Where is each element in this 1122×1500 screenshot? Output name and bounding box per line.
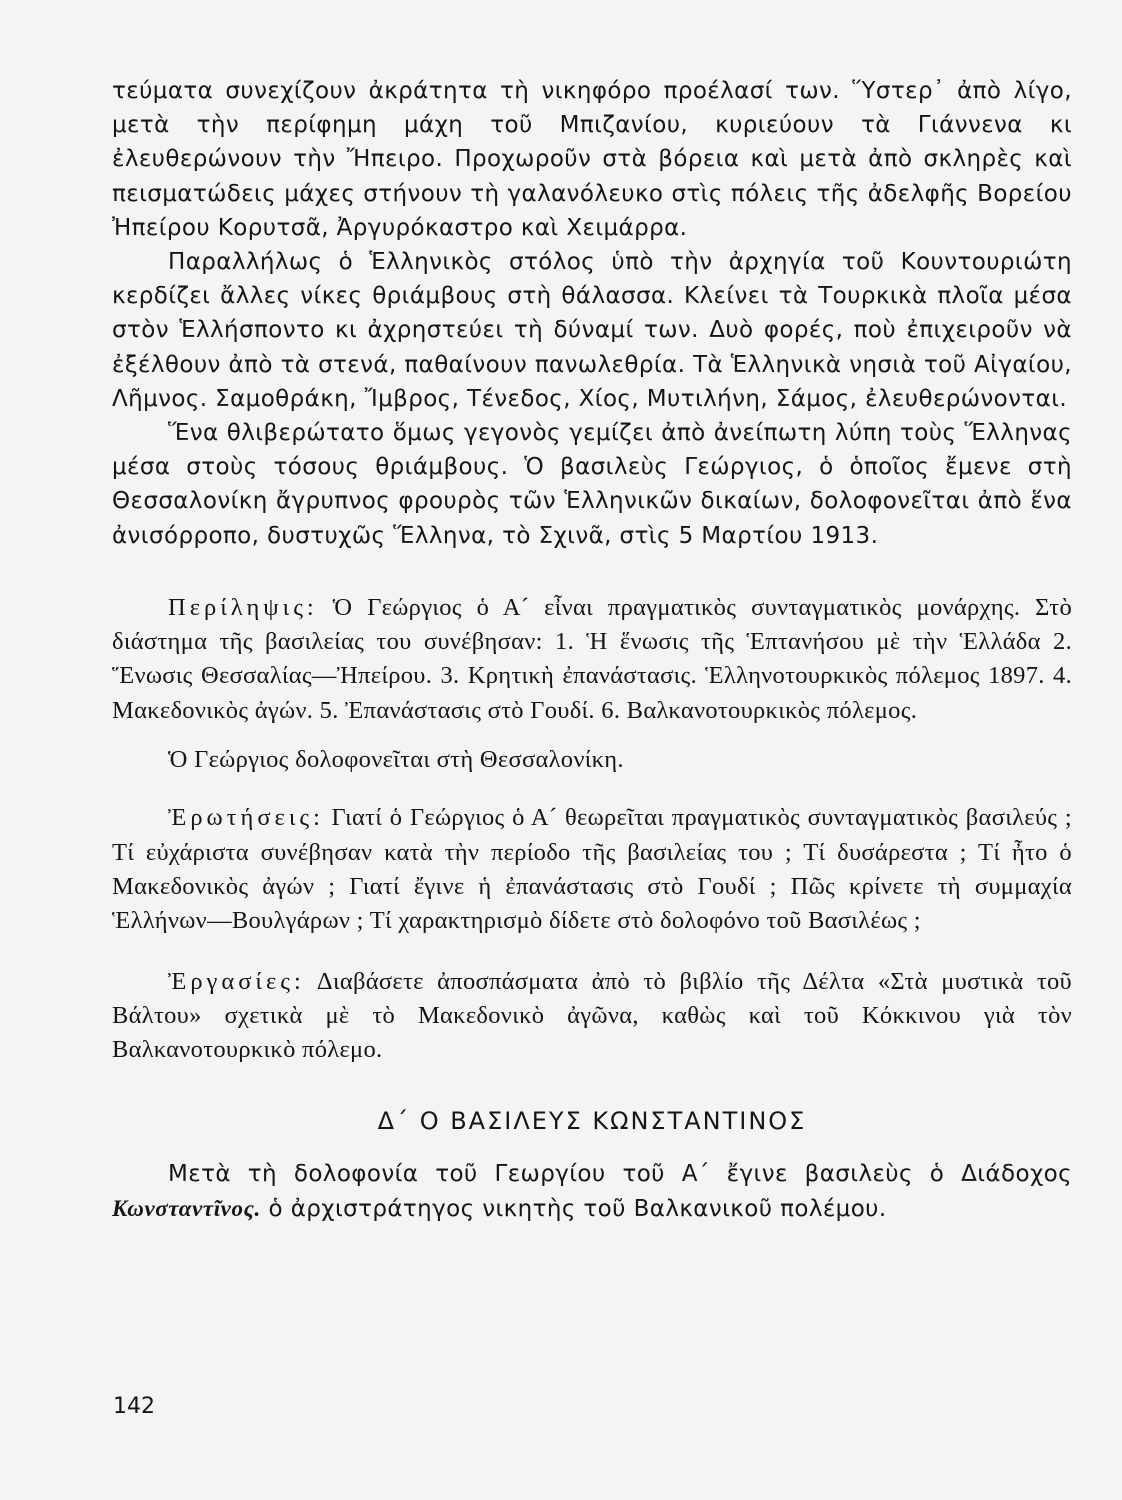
exercises-label: Ἐργασίες: <box>168 967 305 995</box>
section-heading: Δ´ Ο ΒΑΣΙΛΕΥΣ ΚΩΝΣΤΑΝΤΙΝΟΣ <box>377 1107 807 1136</box>
section-intro-paragraph <box>112 1157 1072 1225</box>
body-paragraph-3: Ἕνα θλιβερώτατο ὅμως γεγονὸς γεμίζει ἀπὸ ἀνείπωτη λύπη τοὺς Ἕλληνας μέσα στοὺς τόσους θριάμβους. Ὁ βασιλεὺς Γεώργιος, ὁ ὁποῖος ἔμενε στὴ Θεσσαλονίκη ἄγρυπνος φρουρὸς τῶν Ἑλληνικῶν δικαίων, δολοφονεῖται ἀπὸ ἕνα ἀνισόρροπο, δυστυχῶς Ἕλληνα, τὸ Σχινᾶ, στὶς 5 Μαρτίου 1913. <box>112 420 1072 549</box>
page-number: 142 <box>113 1394 155 1419</box>
questions-paragraph <box>112 801 1072 938</box>
questions-text: Γιατί ὁ Γεώργιος ὁ Α´ θεωρεῖται πραγματικὸς συνταγματικὸς βασιλεύς ; Τί εὐχάριστα συνέβησαν κατὰ τὴν περίοδο τῆς βασιλείας του ; Τί δυσάρεστα ; Τί ἦτο ὁ Μακεδονικὸς ἀγών ; Γιατί ἔγινε ἡ ἐπανάστασις στὸ Γουδί ; Πῶς κρίνετε τὴ συμμαχία Ἑλλήνων—Βουλγάρων ; Τί χαρακτηρισμὸ δίδετε στὸ δολοφόνο τοῦ Βασιλέως ; <box>112 804 1072 935</box>
summary-text: Ὁ Γεώργιος ὁ Α´ εἶναι πραγματικὸς συνταγματικὸς μονάρχης. Στὸ διάστημα τῆς βασιλείας του συνέβησαν: 1. Ἡ ἕνωσις τῆς Ἑπτανήσου μὲ τὴν Ἑλλάδα 2. Ἕνωσις Θεσσαλίας—Ἠπείρου. 3. Κρητικὴ ἐπανάστασις. Ἑλληνοτουρκικὸς πόλεμος 1897. 4. Μακεδονικὸς ἀγών. 5. Ἐπανάστασις στὸ Γουδί. 6. Βαλκανοτουρκικὸς πόλεμος. <box>112 593 1072 724</box>
summary-paragraph <box>112 591 1072 728</box>
section-intro-after: ὁ ἀρχιστράτηγος νικητὴς τοῦ Βαλκανικοῦ πολέμου. <box>260 1195 887 1222</box>
section-intro-before: Μετὰ τὴ δολοφονία τοῦ Γεωργίου τοῦ Α´ ἔγινε βασιλεὺς ὁ Διάδοχος <box>168 1161 1072 1188</box>
king-name: Κωνσταντῖνος. <box>112 1195 261 1221</box>
summary-note: Ὁ Γεώργιος δολοφονεῖται στὴ Θεσσαλονίκη. <box>168 746 624 774</box>
questions-label: Ἐρωτήσεις: <box>168 804 324 832</box>
page-body <box>112 74 1072 1226</box>
exercises-text: Διαβάσετε ἀποσπάσματα ἀπὸ τὸ βιβλίο τῆς Δέλτα «Στὰ μυστικὰ τοῦ Βάλτου» σχετικὰ μὲ τὸ Μακεδονικὸ ἀγῶνα, καθὼς καὶ τοῦ Κόκκινου γιὰ τὸν Βαλκανοτουρκικὸ πόλεμο. <box>112 967 1072 1064</box>
body-paragraph-2: Παραλλήλως ὁ Ἑλληνικὸς στόλος ὑπὸ τὴν ἀρχηγία τοῦ Κουντουριώτη κερδίζει ἄλλες νίκες θριάμβους στὴ θάλασσα. Κλείνει τὰ Τουρκικὰ πλοῖα μέσα στὸν Ἑλλήσποντο κι ἀχρηστεύει τὴ δύναμί των. Δυὸ φορές, ποὺ ἐπιχειροῦν νὰ ἐξέλθουν ἀπὸ τὰ στενά, παθαίνουν πανωλεθρία. Τὰ Ἑλληνικὰ νησιὰ τοῦ Αἰγαίου, Λῆμνος. Σαμοθράκη, Ἴμβρος, Τένεδος, Χίος, Μυτιλήνη, Σάμος, ἐλευθερώνονται. <box>112 249 1072 412</box>
summary-label: Περίληψις: <box>168 593 318 621</box>
body-paragraph-1: τεύματα συνεχίζουν ἀκράτητα τὴ νικηφόρο προέλασί των. Ὕστερ᾽ ἀπὸ λίγο, μετὰ τὴν περίφημη μάχη τοῦ Μπιζανίου, κυριεύουν τὰ Γιάννενα κι ἐλευθερώνουν τὴν Ἤπειρο. Προχωροῦν στὰ βόρεια καὶ μετὰ ἀπὸ σκληρὲς καὶ πεισματώδεις μάχες στήνουν τὴ γαλανόλευκο στὶς πόλεις τῆς ἀδελφῆς Βορείου Ἠπείρου Κορυτσᾶ, Ἀργυρόκαστρο καὶ Χειμάρρα. <box>112 78 1072 241</box>
exercises-paragraph <box>112 965 1072 1068</box>
